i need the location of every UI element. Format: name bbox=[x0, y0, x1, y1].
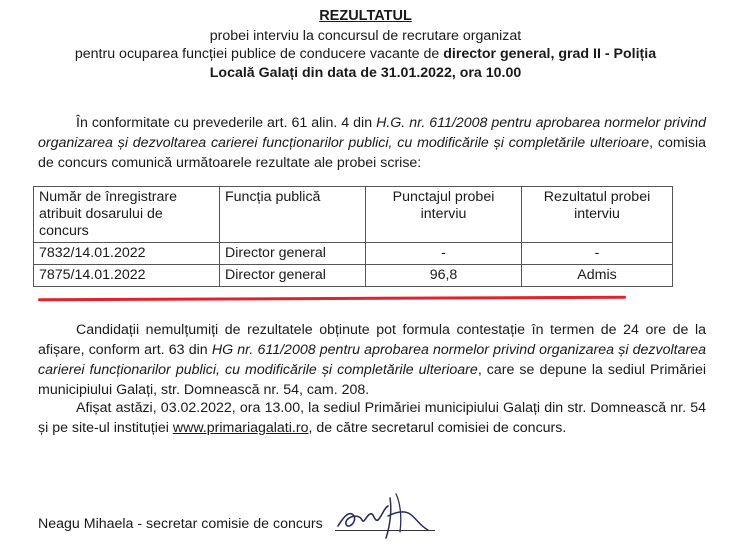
document-title: REZULTATUL bbox=[319, 8, 412, 24]
header-registration-number: Număr de înregistrare atribuit dosarului de concurs bbox=[34, 187, 220, 243]
subtitle-position: director general, grad II bbox=[443, 46, 601, 62]
table-header-row bbox=[34, 187, 673, 243]
intro-text-a: În conformitate cu prevederile art. 61 alin. 4 din bbox=[76, 115, 377, 131]
red-highlight-underline bbox=[38, 296, 626, 302]
cell-interview-result: Admis bbox=[522, 265, 673, 287]
contest-law-reference: HG nr. 611/2008 pentru aprobarea normelor privind organizarea și dezvoltarea carierei funcționarilor publici, cu modificările și completările ulterioare bbox=[38, 342, 706, 378]
contest-text-c: , care se depune la sediul Primăriei municipiului Galați, str. Domnească nr. 54, cam. 208. bbox=[38, 362, 707, 398]
cell-registration-number: 7875/14.01.2022 bbox=[34, 265, 220, 287]
subtitle-line-3: Locală Galați din data de 31.01.2022, ora 10.00 bbox=[209, 65, 522, 81]
posted-text-c: , de către secretarul comisiei de concurs. bbox=[308, 420, 567, 436]
cell-interview-score: - bbox=[366, 243, 522, 265]
intro-law-reference: H.G. nr. 611/2008 pentru aprobarea normelor privind organizarea și dezvoltarea carierei funcționarilor publici, cu modificările și completările ulterioare bbox=[38, 115, 706, 151]
table-row bbox=[34, 243, 673, 265]
subtitle-line-2-c: - Poliția bbox=[600, 46, 657, 62]
cell-interview-result: - bbox=[522, 243, 673, 265]
intro-text-c: , comisia de concurs comunică următoarele rezultate ale probei scrise: bbox=[38, 135, 706, 171]
header-interview-result: Rezultatul probei interviu bbox=[522, 187, 673, 243]
header-interview-score: Punctajul probei interviu bbox=[366, 187, 522, 243]
cell-public-function: Director general bbox=[220, 265, 366, 287]
cell-interview-score: 96,8 bbox=[366, 265, 522, 287]
subtitle-line-2 bbox=[0, 44, 731, 64]
subtitle-line-2-a: pentru ocuparea funcției publice de conducere vacante de bbox=[74, 46, 444, 62]
contest-text-a: Candidații nemulțumiți de rezultatele obținute pot formula contestație în termen de 24 ore de la afișare, conform art. 63 din bbox=[38, 322, 706, 358]
cell-public-function: Director general bbox=[220, 243, 366, 265]
results-table bbox=[33, 186, 673, 287]
table-row bbox=[34, 265, 673, 287]
website-link[interactable]: www.primariagalati.ro bbox=[172, 420, 309, 436]
posted-paragraph bbox=[38, 398, 706, 438]
signer-name: Neagu Mihaela - secretar comisie de concurs bbox=[38, 516, 323, 532]
intro-paragraph bbox=[38, 113, 706, 173]
handwritten-signature-icon bbox=[330, 486, 440, 546]
subtitle-line-1: probei interviu la concursul de recrutare organizat bbox=[209, 28, 522, 44]
cell-registration-number: 7832/14.01.2022 bbox=[34, 243, 220, 265]
header-public-function: Funcția publică bbox=[220, 187, 366, 243]
posted-text-a: Afișat astăzi, 03.02.2022, ora 13.00, la sediul Primăriei municipiului Galați din str. Domnească nr. 54 și pe site-ul instituției bbox=[38, 400, 706, 436]
contest-paragraph bbox=[38, 320, 706, 400]
